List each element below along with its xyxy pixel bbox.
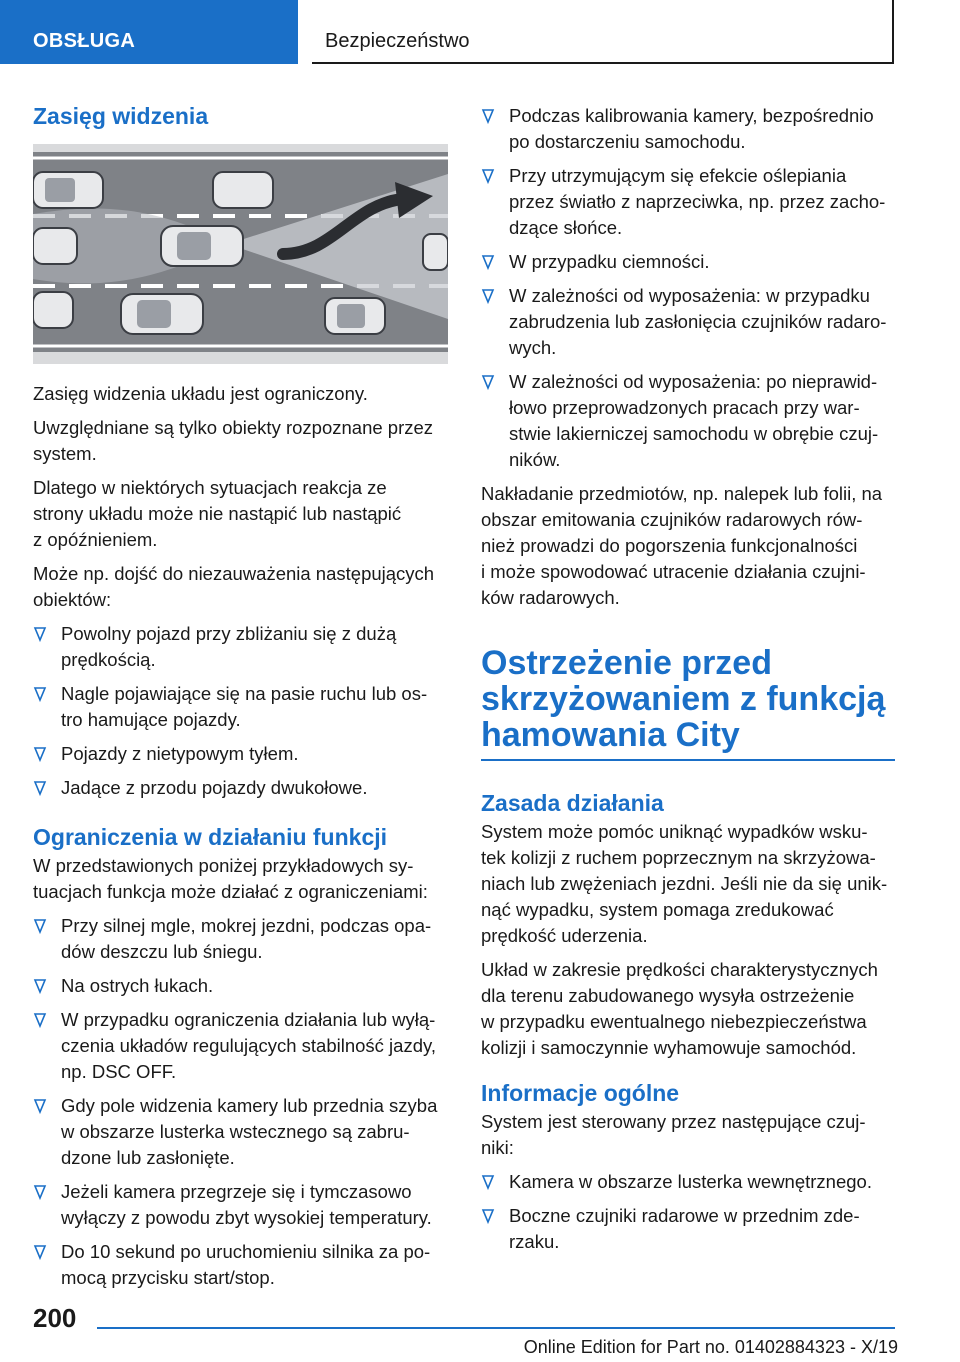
triangle-bullet-icon <box>33 779 47 797</box>
paragraph-line: Może np. dojść do niezauważenia następujących <box>33 563 435 584</box>
paragraph-line: tek kolizji z ruchem poprzecznym na skrzyżowa- <box>481 847 876 868</box>
list-item: Przy silnej mgle, mokrej jezdni, podczas opa- dów deszczu lub śniegu. <box>33 913 448 965</box>
list-item: Nagle pojawiające się na pasie ruchu lub os- tro hamujące pojazdy. <box>33 681 448 733</box>
bullet-list <box>481 103 895 473</box>
triangle-bullet-icon <box>481 167 495 185</box>
list-item: Kamera w obszarze lusterka wewnętrznego. <box>481 1169 895 1195</box>
paragraph-line: Uwzględniane są tylko obiekty rozpoznane przez <box>33 417 434 438</box>
paragraph-line: ków radarowych. <box>481 587 620 608</box>
paragraph-line: prędkość uderzenia. <box>481 925 648 946</box>
paragraph-line: w przypadku ewentualnego niebezpieczeństwa <box>481 1011 867 1032</box>
header-section-label: OBSŁUGA <box>33 30 136 52</box>
paragraph-line: tuacjach funkcja może działać z ograniczeniami: <box>33 881 428 902</box>
bullet-list <box>33 621 448 801</box>
heading-operating-principle: Zasada działania <box>481 790 664 816</box>
list-item: Boczne czujniki radarowe w przednim zde- rzaku. <box>481 1203 895 1255</box>
paragraph-line: System może pomóc uniknąć wypadków wsku- <box>481 821 868 842</box>
triangle-bullet-icon <box>33 1183 47 1201</box>
triangle-bullet-icon <box>481 107 495 125</box>
paragraph-line: obszar emitowania czujników radarowych rów- <box>481 509 863 530</box>
paragraph-line: i może spowodować utracenie działania czujni- <box>481 561 866 582</box>
section-title: Ostrzeżenie przed skrzyżowaniem z funkcją hamowania City <box>481 645 895 761</box>
list-item: Przy utrzymującym się efekcie oślepiania przez światło z naprzeciwka, np. przez zacho- dzące słońce. <box>481 163 895 241</box>
right-column <box>481 103 895 1255</box>
paragraph-line: kolizji i samoczynnie wyhamowuje samochód. <box>481 1037 857 1058</box>
paragraph-line: system. <box>33 443 97 464</box>
triangle-bullet-icon <box>33 745 47 763</box>
triangle-bullet-icon <box>481 1207 495 1225</box>
paragraph-line: niach lub zwężeniach jezdni. Jeśli nie da się unik- <box>481 873 888 894</box>
paragraph-line: dla terenu zabudowanego wysyła ostrzeżenie <box>481 985 855 1006</box>
paragraph-line: nąć wypadku, system pomaga zredukować <box>481 899 834 920</box>
list-item: Gdy pole widzenia kamery lub przednia szyba w obszarze lusterka wstecznego są zabru- dzone lub zasłonięte. <box>33 1093 448 1171</box>
footer-divider <box>97 1327 895 1329</box>
triangle-bullet-icon <box>33 977 47 995</box>
triangle-bullet-icon <box>33 1097 47 1115</box>
list-item: Do 10 sekund po uruchomieniu silnika za po- mocą przycisku start/stop. <box>33 1239 448 1291</box>
triangle-bullet-icon <box>481 1173 495 1191</box>
list-item: Podczas kalibrowania kamery, bezpośrednio po dostarczeniu samochodu. <box>481 103 895 155</box>
paragraph-line: z opóźnieniem. <box>33 529 158 550</box>
paragraph-line: obiektów: <box>33 589 112 610</box>
triangle-bullet-icon <box>481 253 495 271</box>
header-chapter-label: Bezpieczeństwo <box>325 30 470 52</box>
triangle-bullet-icon <box>33 1011 47 1029</box>
list-item: Na ostrych łukach. <box>33 973 448 999</box>
list-item: Jeżeli kamera przegrzeje się i tymczasowo wyłączy z powodu zbyt wysokiej temperatury. <box>33 1179 448 1231</box>
heading-visibility-range: Zasięg widzenia <box>33 103 209 129</box>
list-item: W przypadku ograniczenia działania lub wyłą- czenia układów regulujących stabilność jazdy, np. DSC OFF. <box>33 1007 448 1085</box>
list-item: W zależności od wyposażenia: w przypadku zabrudzenia lub zasłonięcia czujników radaro- wych. <box>481 283 895 361</box>
header-section-tab <box>0 0 298 64</box>
paragraph-line: Układ w zakresie prędkości charakterystycznych <box>481 959 878 980</box>
triangle-bullet-icon <box>33 917 47 935</box>
triangle-bullet-icon <box>481 373 495 391</box>
camera-detection-range-diagram <box>33 144 448 364</box>
paragraph-line: nież prowadzi do pogorszenia funkcjonalności <box>481 535 858 556</box>
bullet-list <box>33 913 448 1291</box>
paragraph-line: Nakładanie przedmiotów, np. nalepek lub folii, na <box>481 483 883 504</box>
paragraph-line: strony układu może nie nastąpić lub nastąpić <box>33 503 402 524</box>
left-column <box>33 100 448 1291</box>
paragraph-line: Dlatego w niektórych sytuacjach reakcja ze <box>33 477 387 498</box>
header-chapter-box <box>312 0 894 64</box>
triangle-bullet-icon <box>33 625 47 643</box>
list-item: W przypadku ciemności. <box>481 249 895 275</box>
footer-edition: Online Edition for Part no. 01402884323 - X/19 <box>523 1337 898 1357</box>
list-item: Jadące z przodu pojazdy dwukołowe. <box>33 775 448 801</box>
list-item: Powolny pojazd przy zbliżaniu się z dużą prędkością. <box>33 621 448 673</box>
paragraph-line: niki: <box>481 1137 514 1158</box>
paragraph: Zasięg widzenia układu jest ograniczony. <box>33 383 368 404</box>
heading-function-limits: Ograniczenia w działaniu funkcji <box>33 824 388 850</box>
triangle-bullet-icon <box>33 685 47 703</box>
bullet-list <box>481 1169 895 1255</box>
list-item: Pojazdy z nietypowym tyłem. <box>33 741 448 767</box>
triangle-bullet-icon <box>481 287 495 305</box>
paragraph-line: System jest sterowany przez następujące czuj- <box>481 1111 866 1132</box>
page-number: 200 <box>33 1303 77 1333</box>
paragraph-line: W przedstawionych poniżej przykładowych sy- <box>33 855 414 876</box>
list-item: W zależności od wyposażenia: po nieprawid- łowo przeprowadzonych pracach przy war- stwie lakierniczej samochodu w obrębie czuj- ników. <box>481 369 895 473</box>
triangle-bullet-icon <box>33 1243 47 1261</box>
heading-general-info: Informacje ogólne <box>481 1080 680 1106</box>
